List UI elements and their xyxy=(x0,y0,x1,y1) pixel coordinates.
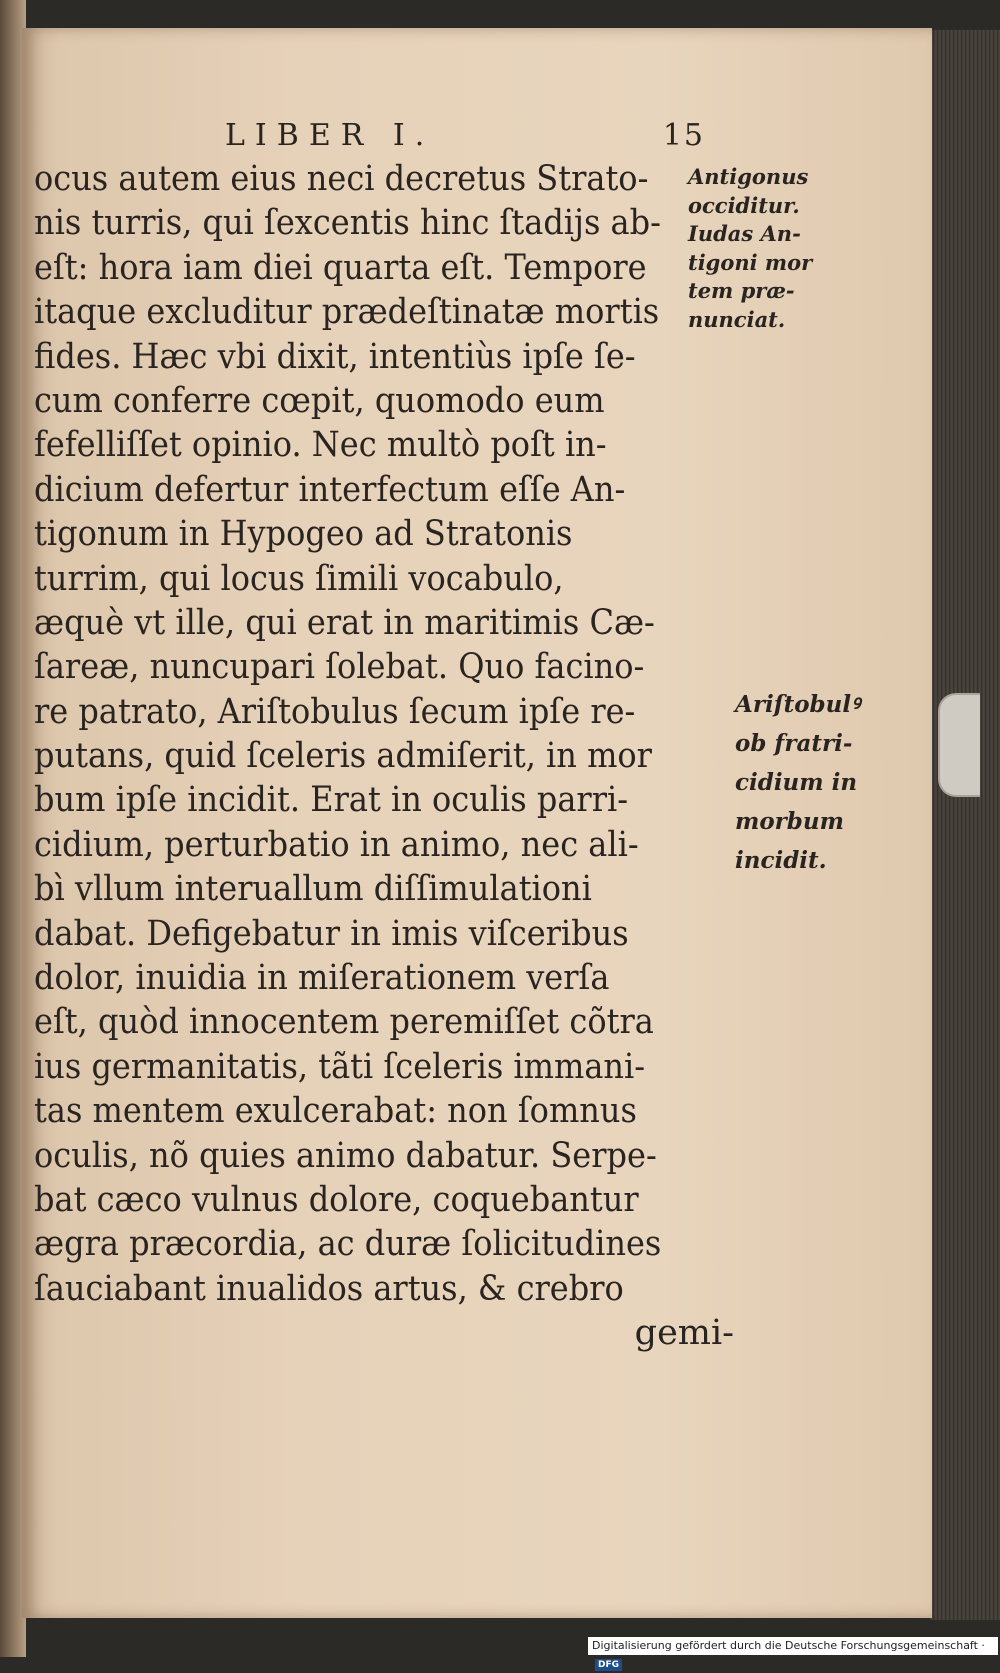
text-line: ocus autem eius neci decretus Strato- xyxy=(34,159,649,199)
page-edges xyxy=(930,30,1000,1620)
text-line: ſauciabant inualidos artus, & crebro xyxy=(34,1268,624,1309)
margin-line: cidium in xyxy=(735,769,858,796)
text-line: bì vllum interuallum diſſimulationi xyxy=(34,869,592,910)
text-line: tigonum in Hypogeo ad Stratonis xyxy=(34,514,573,555)
text-line: bat cæco vulnus dolore, coquebantur xyxy=(34,1179,639,1220)
text-line: dolor, inuidia in miſerationem verſa xyxy=(34,958,610,999)
page-header xyxy=(225,118,705,158)
footer-text: Digitalisierung gefördert durch die Deutsche Forschungsgemeinschaft · xyxy=(592,1639,985,1652)
text-line: cidium, perturbatio in animo, nec ali- xyxy=(34,824,639,865)
margin-line: occiditur. xyxy=(688,192,800,218)
text-line: dicium defertur interfectum eſſe An- xyxy=(34,469,626,510)
margin-line: incidit. xyxy=(735,847,827,874)
margin-line: morbum xyxy=(735,808,844,835)
margin-note-antigonus xyxy=(688,163,812,335)
text-line: putans, quid ſceleris admiſerit, in mor xyxy=(34,736,652,777)
bookmark-tab xyxy=(938,693,980,797)
text-line: nis turris, qui ſexcentis hinc ſtadijs ab- xyxy=(34,203,661,244)
body-text xyxy=(34,157,734,1356)
text-line: ægra præcordia, ac duræ ſolicitudines xyxy=(34,1224,662,1265)
text-line: turrim, qui locus ſimili vocabulo, xyxy=(34,558,564,599)
margin-note-aristobulus xyxy=(735,685,860,880)
margin-line: Antigonus xyxy=(688,164,809,189)
text-line: tas mentem exulcerabat: non ſomnus xyxy=(34,1091,637,1132)
margin-line: nunciat. xyxy=(688,306,786,332)
text-line: ſareæ, nuncupari ſolebat. Quo facino- xyxy=(34,647,645,688)
dfg-logo: DFG xyxy=(595,1659,622,1671)
text-line: æquè vt ille, qui erat in maritimis Cæ- xyxy=(34,602,655,643)
catchword: gemi- xyxy=(634,1313,734,1354)
text-line: itaque excluditur prædeſtinatæ mortis xyxy=(34,292,660,333)
margin-line: Iudas An- xyxy=(688,221,801,247)
text-line: re patrato, Ariſtobulus ſecum ipſe re- xyxy=(34,691,636,732)
running-head: LIBER I. xyxy=(225,118,435,153)
text-line: eſt, quòd innocentem peremiſſet cõtra xyxy=(34,1002,654,1043)
text-line: dabat. Defigebatur in imis viſceribus xyxy=(34,913,629,954)
digitization-footer xyxy=(588,1637,998,1670)
margin-line: tigoni mor xyxy=(688,249,813,275)
text-line: fides. Hæc vbi dixit, intentiùs ipſe ſe- xyxy=(34,336,636,377)
text-line: ius germanitatis, tãti ſceleris immani- xyxy=(34,1046,646,1087)
text-line: fefelliſſet opinio. Nec multò poſt in- xyxy=(34,425,607,466)
text-line: cum conferre cœpit, quomodo eum xyxy=(34,380,605,421)
text-line: oculis, nõ quies animo dabatur. Serpe- xyxy=(34,1135,657,1176)
margin-line: tem præ- xyxy=(688,278,795,304)
page-number: 15 xyxy=(662,118,705,153)
text-line: eſt: hora iam diei quarta eſt. Tempore xyxy=(34,247,647,288)
margin-line: Ariſtobulꝰ xyxy=(735,691,860,718)
text-line: bum ipſe incidit. Erat in oculis parri- xyxy=(34,780,629,821)
margin-line: ob fratri- xyxy=(735,730,853,757)
